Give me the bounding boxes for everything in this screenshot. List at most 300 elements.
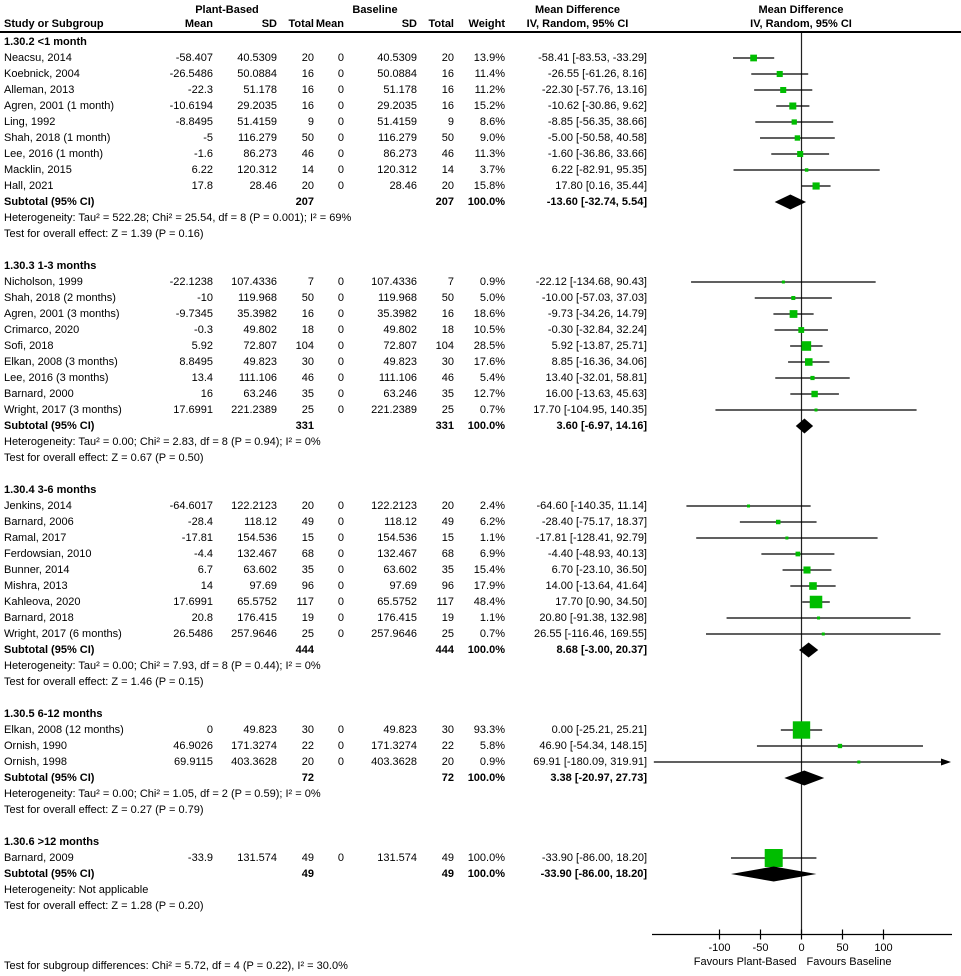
mean1-cell: 17.8	[191, 180, 213, 192]
study-row	[0, 306, 961, 322]
overall-effect-row	[0, 450, 961, 466]
mean1-cell: -22.3	[187, 84, 213, 96]
mean1-cell: 17.6991	[173, 404, 213, 416]
weight-cell: 0.9%	[479, 276, 505, 288]
study-name: Ornish, 1990	[4, 740, 67, 752]
mean2-cell: 0	[337, 404, 344, 416]
heterogeneity-text: Heterogeneity: Tau² = 0.00; Chi² = 1.05, df = 2 (P = 0.59); I² = 0%	[4, 788, 321, 800]
weight-cell: 5.4%	[479, 372, 505, 384]
ci-text: 17.70 [-104.95, 140.35]	[533, 404, 647, 416]
total1-cell: 72	[301, 772, 314, 784]
mean2-cell: 0	[337, 292, 344, 304]
sd1-cell: 28.46	[249, 180, 277, 192]
mean2-cell: 0	[337, 356, 344, 368]
sd2-cell: 120.312	[377, 164, 417, 176]
weight-cell: 100.0%	[467, 196, 505, 208]
study-row	[0, 322, 961, 338]
sd1-header: SD	[261, 18, 277, 30]
total1-cell: 22	[301, 740, 314, 752]
study-row	[0, 626, 961, 642]
total1-cell: 207	[295, 196, 314, 208]
study-row	[0, 370, 961, 386]
total1-cell: 14	[301, 164, 314, 176]
total1-cell: 30	[301, 724, 314, 736]
axis-tick-label: 100	[874, 942, 893, 954]
mean2-cell: 0	[337, 612, 344, 624]
sd2-cell: 51.178	[383, 84, 417, 96]
study-name: Neacsu, 2014	[4, 52, 72, 64]
total1-cell: 104	[295, 340, 314, 352]
total1-cell: 50	[301, 292, 314, 304]
sd1-cell: 176.415	[237, 612, 277, 624]
ci-text: 46.90 [-54.34, 148.15]	[539, 740, 647, 752]
weight-cell: 6.2%	[479, 516, 505, 528]
study-row	[0, 354, 961, 370]
mean1-cell: 13.4	[191, 372, 213, 384]
total1-cell: 331	[295, 420, 314, 432]
ci-text: 26.55 [-116.46, 169.55]	[534, 628, 647, 640]
mean1-cell: 8.8495	[179, 356, 213, 368]
mean2-cell: 0	[337, 148, 344, 160]
mean1-cell: -33.9	[187, 852, 213, 864]
total2-cell: 104	[435, 340, 454, 352]
study-name: Bunner, 2014	[4, 564, 70, 576]
sd1-cell: 49.823	[243, 356, 277, 368]
total1-cell: 15	[301, 532, 314, 544]
axis-tick-label: -100	[708, 942, 731, 954]
subtotal-label: Subtotal (95% CI)	[4, 196, 95, 208]
plot-header-line2: IV, Random, 95% CI	[750, 18, 852, 30]
total1-cell: 68	[301, 548, 314, 560]
study-name: Barnard, 2018	[4, 612, 74, 624]
total2-cell: 14	[441, 164, 454, 176]
total2-cell: 72	[441, 772, 454, 784]
mean2-cell: 0	[337, 388, 344, 400]
mean1-cell: -17.81	[181, 532, 213, 544]
study-row	[0, 338, 961, 354]
study-row	[0, 98, 961, 114]
study-row	[0, 530, 961, 546]
mean1-cell: 16	[200, 388, 213, 400]
study-name: Ornish, 1998	[4, 756, 67, 768]
mean1-cell: -10	[197, 292, 213, 304]
mean1-cell: -0.3	[194, 324, 213, 336]
sd1-cell: 72.807	[243, 340, 277, 352]
sd1-cell: 257.9646	[231, 628, 277, 640]
weight-cell: 8.6%	[479, 116, 505, 128]
total2-cell: 46	[441, 372, 454, 384]
weight-cell: 100.0%	[467, 772, 505, 784]
sd2-header: SD	[401, 18, 417, 30]
sd2-cell: 72.807	[383, 340, 417, 352]
study-name: Ramal, 2017	[4, 532, 67, 544]
overall-effect-text: Test for overall effect: Z = 1.39 (P = 0.16)	[4, 228, 204, 240]
sd1-cell: 132.467	[237, 548, 277, 560]
total2-cell: 30	[441, 724, 454, 736]
sd1-cell: 51.178	[243, 84, 277, 96]
mean2-cell: 0	[337, 564, 344, 576]
mean2-cell: 0	[337, 164, 344, 176]
total1-cell: 46	[301, 372, 314, 384]
mean1-header: Mean	[184, 18, 213, 30]
study-name: Barnard, 2006	[4, 516, 74, 528]
total2-cell: 207	[435, 196, 454, 208]
study-row	[0, 514, 961, 530]
ci-text: -4.40 [-48.93, 40.13]	[547, 548, 647, 560]
ci-text: -58.41 [-83.53, -33.29]	[538, 52, 647, 64]
subtotal-label: Subtotal (95% CI)	[4, 420, 95, 432]
overall-effect-row	[0, 226, 961, 242]
ci-text: 17.70 [0.90, 34.50]	[555, 596, 647, 608]
overall-effect-row	[0, 802, 961, 818]
sd1-cell: 49.823	[243, 724, 277, 736]
sd2-cell: 49.802	[383, 324, 417, 336]
ci-text: 6.22 [-82.91, 95.35]	[551, 164, 647, 176]
total1-cell: 35	[301, 564, 314, 576]
study-name: Crimarco, 2020	[4, 324, 80, 336]
heterogeneity-row	[0, 882, 961, 898]
total1-cell: 18	[301, 324, 314, 336]
weight-cell: 13.9%	[473, 52, 505, 64]
sd1-cell: 119.968	[238, 292, 277, 304]
subtotal-ci-text: 3.38 [-20.97, 27.73]	[550, 772, 647, 784]
study-name: Jenkins, 2014	[4, 500, 72, 512]
study-row	[0, 274, 961, 290]
sd1-cell: 29.2035	[237, 100, 277, 112]
sd1-cell: 122.2123	[231, 500, 277, 512]
ci-text: -64.60 [-140.35, 11.14]	[536, 500, 647, 512]
total2-cell: 25	[441, 404, 454, 416]
weight-cell: 6.9%	[479, 548, 505, 560]
mean1-cell: 6.7	[197, 564, 213, 576]
weight-cell: 15.8%	[473, 180, 505, 192]
mean2-cell: 0	[337, 116, 344, 128]
total1-cell: 16	[301, 100, 314, 112]
ci-text: 20.80 [-91.38, 132.98]	[539, 612, 647, 624]
group1-header: Plant-Based	[195, 4, 259, 16]
axis-tick-label: 50	[836, 942, 849, 954]
total2-cell: 18	[441, 324, 454, 336]
ci-text: 5.92 [-13.87, 25.71]	[551, 340, 647, 352]
mean2-cell: 0	[337, 628, 344, 640]
subgroup-title: 1.30.6 >12 months	[4, 836, 100, 848]
mean2-cell: 0	[337, 852, 344, 864]
total1-cell: 16	[301, 308, 314, 320]
total2-cell: 35	[441, 388, 454, 400]
total2-cell: 68	[441, 548, 454, 560]
sd1-cell: 50.0884	[237, 68, 277, 80]
study-row	[0, 562, 961, 578]
total2-cell: 7	[447, 276, 454, 288]
study-row	[0, 130, 961, 146]
mean2-cell: 0	[337, 340, 344, 352]
axis-tick-label: -50	[752, 942, 769, 954]
mean2-cell: 0	[337, 276, 344, 288]
mean2-cell: 0	[337, 324, 344, 336]
weight-cell: 28.5%	[473, 340, 505, 352]
ci-text: 17.80 [0.16, 35.44]	[555, 180, 647, 192]
ci-text: 8.85 [-16.36, 34.06]	[551, 356, 647, 368]
sd2-cell: 29.2035	[377, 100, 417, 112]
sd1-cell: 116.279	[238, 132, 277, 144]
sd2-cell: 49.823	[383, 356, 417, 368]
sd1-cell: 65.5752	[237, 596, 277, 608]
sd2-cell: 131.574	[377, 852, 417, 864]
total2-cell: 35	[441, 564, 454, 576]
weight-cell: 12.7%	[473, 388, 505, 400]
mean1-cell: 0	[206, 724, 213, 736]
subgroup-title-row	[0, 482, 961, 498]
weight-cell: 0.9%	[479, 756, 505, 768]
weight-cell: 0.7%	[479, 628, 505, 640]
sd1-cell: 63.602	[243, 564, 277, 576]
weight-cell: 17.9%	[473, 580, 505, 592]
sd2-cell: 257.9646	[371, 628, 417, 640]
overall-effect-row	[0, 674, 961, 690]
sd2-cell: 86.273	[383, 148, 417, 160]
ci-text: -17.81 [-128.41, 92.79]	[535, 532, 647, 544]
sd2-cell: 28.46	[389, 180, 417, 192]
total2-cell: 49	[441, 516, 454, 528]
study-row	[0, 402, 961, 418]
mean1-cell: 69.9115	[174, 756, 213, 768]
subtotal-ci-text: 8.68 [-3.00, 20.37]	[556, 644, 647, 656]
study-name: Lee, 2016 (3 months)	[4, 372, 109, 384]
sd2-cell: 97.69	[389, 580, 417, 592]
heterogeneity-row	[0, 786, 961, 802]
weight-cell: 11.2%	[474, 84, 505, 96]
overall-effect-text: Test for overall effect: Z = 0.67 (P = 0.50)	[4, 452, 204, 464]
sd2-cell: 65.5752	[377, 596, 417, 608]
mean1-cell: 20.8	[191, 612, 213, 624]
subtotal-label: Subtotal (95% CI)	[4, 772, 95, 784]
subgroup-title-row	[0, 834, 961, 850]
mean1-cell: -28.4	[187, 516, 213, 528]
heterogeneity-row	[0, 658, 961, 674]
ci-text: -10.00 [-57.03, 37.03]	[541, 292, 647, 304]
weight-cell: 100.0%	[467, 868, 505, 880]
ci-text: -22.12 [-134.68, 90.43]	[535, 276, 647, 288]
study-row	[0, 754, 961, 770]
total2-cell: 444	[435, 644, 454, 656]
sd1-cell: 403.3628	[231, 756, 277, 768]
mean1-cell: 46.9026	[173, 740, 213, 752]
ci-text: 13.40 [-32.01, 58.81]	[545, 372, 647, 384]
overall-effect-row	[0, 898, 961, 914]
study-name: Ling, 1992	[4, 116, 56, 128]
heterogeneity-text: Heterogeneity: Tau² = 0.00; Chi² = 2.83, df = 8 (P = 0.94); I² = 0%	[4, 436, 321, 448]
study-row	[0, 594, 961, 610]
study-name: Lee, 2016 (1 month)	[4, 148, 104, 160]
total1-cell: 20	[301, 180, 314, 192]
study-name: Hall, 2021	[4, 180, 54, 192]
sd2-cell: 50.0884	[377, 68, 417, 80]
header-rule	[0, 31, 961, 33]
total1-cell: 19	[301, 612, 314, 624]
heterogeneity-text: Heterogeneity: Not applicable	[4, 884, 149, 896]
weight-cell: 15.2%	[473, 100, 505, 112]
subgroup-differences-note: Test for subgroup differences: Chi² = 5.72, df = 4 (P = 0.22), I² = 30.0%	[4, 960, 348, 972]
total1-cell: 20	[301, 500, 314, 512]
sd2-cell: 154.536	[377, 532, 417, 544]
sd2-cell: 35.3982	[377, 308, 417, 320]
favours-right-label: Favours Baseline	[806, 956, 892, 968]
study-name: Shah, 2018 (2 months)	[4, 292, 116, 304]
study-name: Barnard, 2009	[4, 852, 74, 864]
mean2-cell: 0	[337, 516, 344, 528]
axis-tick-label: 0	[798, 942, 805, 954]
ci-text: 14.00 [-13.64, 41.64]	[545, 580, 647, 592]
sd1-cell: 118.12	[244, 516, 277, 528]
mean1-cell: -5	[203, 132, 213, 144]
study-name: Sofi, 2018	[4, 340, 54, 352]
sd2-cell: 171.3274	[371, 740, 417, 752]
sd1-cell: 49.802	[243, 324, 277, 336]
study-row	[0, 386, 961, 402]
study-row	[0, 50, 961, 66]
total2-cell: 16	[441, 308, 454, 320]
mean1-cell: -22.1238	[169, 276, 213, 288]
total1-cell: 46	[301, 148, 314, 160]
favours-left-label: Favours Plant-Based	[693, 956, 797, 968]
study-row	[0, 738, 961, 754]
total1-cell: 20	[301, 52, 314, 64]
sd2-cell: 403.3628	[371, 756, 417, 768]
ci-text: 69.91 [-180.09, 319.91]	[533, 756, 647, 768]
sd2-cell: 51.4159	[377, 116, 417, 128]
heterogeneity-row	[0, 210, 961, 226]
subgroup-title-row	[0, 706, 961, 722]
study-row	[0, 162, 961, 178]
study-name: Agren, 2001 (3 months)	[4, 308, 120, 320]
subtotal-row	[0, 418, 961, 434]
mean2-cell: 0	[337, 84, 344, 96]
ci-text: 6.70 [-23.10, 36.50]	[551, 564, 647, 576]
weight-cell: 93.3%	[473, 724, 505, 736]
sd1-cell: 131.574	[237, 852, 277, 864]
sd2-cell: 116.279	[378, 132, 417, 144]
mean2-cell: 0	[337, 372, 344, 384]
total1-header: Total	[288, 18, 314, 30]
sd2-cell: 49.823	[383, 724, 417, 736]
ci-text: 0.00 [-25.21, 25.21]	[551, 724, 647, 736]
weight-cell: 3.7%	[479, 164, 505, 176]
total1-cell: 9	[307, 116, 314, 128]
study-name: Macklin, 2015	[4, 164, 72, 176]
ci-text: -9.73 [-34.26, 14.79]	[547, 308, 647, 320]
mean1-cell: 6.22	[191, 164, 213, 176]
weight-cell: 0.7%	[479, 404, 505, 416]
total1-cell: 50	[301, 132, 314, 144]
total1-cell: 16	[301, 84, 314, 96]
total1-cell: 30	[301, 356, 314, 368]
sd1-cell: 171.3274	[231, 740, 277, 752]
sd1-cell: 107.4336	[231, 276, 277, 288]
sd1-cell: 35.3982	[237, 308, 277, 320]
study-name: Wright, 2017 (3 months)	[4, 404, 122, 416]
overall-effect-text: Test for overall effect: Z = 1.28 (P = 0.20)	[4, 900, 204, 912]
study-row	[0, 66, 961, 82]
study-row	[0, 850, 961, 866]
mean1-cell: -58.407	[175, 52, 213, 64]
mean1-cell: -26.5486	[169, 68, 213, 80]
weight-cell: 100.0%	[467, 420, 505, 432]
total2-cell: 331	[435, 420, 454, 432]
total2-cell: 16	[441, 84, 454, 96]
sd2-cell: 40.5309	[377, 52, 417, 64]
total1-cell: 20	[301, 756, 314, 768]
ci-method-header: IV, Random, 95% CI	[526, 18, 629, 30]
weight-cell: 48.4%	[473, 596, 505, 608]
study-name: Mishra, 2013	[4, 580, 68, 592]
total2-cell: 50	[441, 292, 454, 304]
ci-text: -8.85 [-56.35, 38.66]	[547, 116, 647, 128]
mean2-cell: 0	[337, 724, 344, 736]
total2-header: Total	[428, 18, 454, 30]
total1-cell: 35	[301, 388, 314, 400]
sd2-cell: 63.246	[383, 388, 417, 400]
group2-header: Baseline	[352, 4, 398, 16]
mean1-cell: -10.6194	[169, 100, 213, 112]
overall-effect-text: Test for overall effect: Z = 1.46 (P = 0.15)	[4, 676, 204, 688]
total2-cell: 49	[441, 852, 454, 864]
subtotal-ci-text: -13.60 [-32.74, 5.54]	[546, 196, 647, 208]
sd2-cell: 63.602	[383, 564, 417, 576]
study-name: Alleman, 2013	[4, 84, 75, 96]
weight-cell: 5.8%	[479, 740, 505, 752]
sd2-cell: 111.106	[378, 372, 417, 384]
total1-cell: 7	[307, 276, 314, 288]
study-name: Koebnick, 2004	[4, 68, 80, 80]
total2-cell: 20	[441, 52, 454, 64]
sd1-cell: 86.273	[243, 148, 277, 160]
total2-cell: 22	[441, 740, 454, 752]
sd2-cell: 176.415	[377, 612, 417, 624]
heterogeneity-text: Heterogeneity: Tau² = 0.00; Chi² = 7.93, df = 8 (P = 0.44); I² = 0%	[4, 660, 321, 672]
mean1-cell: -4.4	[194, 548, 213, 560]
total1-cell: 49	[301, 852, 314, 864]
mean1-cell: -9.7345	[175, 308, 213, 320]
total2-cell: 20	[441, 756, 454, 768]
mean1-cell: -8.8495	[175, 116, 213, 128]
mean2-cell: 0	[337, 532, 344, 544]
total2-cell: 16	[441, 100, 454, 112]
ci-text: -22.30 [-57.76, 13.16]	[541, 84, 647, 96]
subgroup-title: 1.30.2 <1 month	[4, 36, 87, 48]
mean2-cell: 0	[337, 548, 344, 560]
ci-text: -33.90 [-86.00, 18.20]	[541, 852, 647, 864]
sd2-cell: 118.12	[384, 516, 417, 528]
sd1-cell: 120.312	[237, 164, 277, 176]
study-row	[0, 178, 961, 194]
mean1-cell: 14	[200, 580, 213, 592]
mean1-cell: 5.92	[191, 340, 213, 352]
total1-cell: 117	[296, 596, 314, 608]
total1-cell: 25	[301, 628, 314, 640]
weight-cell: 11.3%	[474, 148, 505, 160]
subtotal-label: Subtotal (95% CI)	[4, 868, 95, 880]
sd2-cell: 119.968	[378, 292, 417, 304]
weight-cell: 18.6%	[473, 308, 505, 320]
total1-cell: 96	[301, 580, 314, 592]
subgroup-title-row	[0, 258, 961, 274]
ci-text: -10.62 [-30.86, 9.62]	[547, 100, 647, 112]
total1-cell: 16	[301, 68, 314, 80]
study-row	[0, 146, 961, 162]
weight-cell: 1.1%	[479, 612, 505, 624]
mean2-cell: 0	[337, 756, 344, 768]
study-row	[0, 578, 961, 594]
